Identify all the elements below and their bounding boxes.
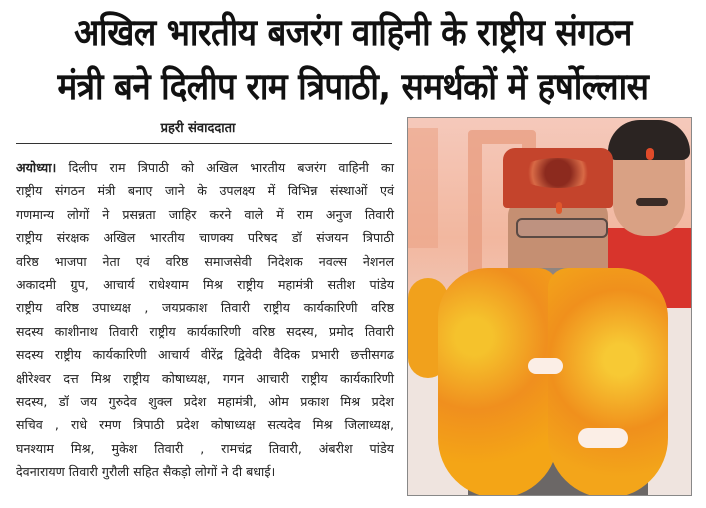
- photo-banner-shape: [408, 128, 438, 248]
- body-line: राष्ट्रीय वरिष्ठ उपाध्यक्ष , जयप्रकाश तिवारी राष्ट्रीय कार्यकारिणी वरिष्ठ: [16, 300, 394, 316]
- byline-divider: [16, 143, 392, 144]
- photo-marigold-garland-left: [438, 268, 558, 496]
- byline: प्रहरी संवाददाता: [160, 121, 236, 136]
- headline-line-2: मंत्री बने दिलीप राम त्रिपाठी, समर्थकों में हर्षोल्लास: [57, 64, 649, 108]
- body-line: देवनारायण तिवारी गुरौली सहित सैकड़ो लोगों ने दी बधाई।: [16, 464, 276, 480]
- photo-white-flower: [528, 358, 563, 374]
- body-line: सदस्य राष्ट्रीय कार्यकारिणी आचार्य वीरेंद्र द्विवेदी वैदिक प्रभारी छत्तीसगढ: [16, 347, 394, 363]
- article-body: [16, 156, 394, 484]
- article-photo: [407, 117, 692, 496]
- body-line: सदस्य काशीनाथ तिवारी राष्ट्रीय कार्यकारिणी वरिष्ठ सदस्य, प्रमोद तिवारी: [16, 323, 394, 339]
- photo-white-flower: [578, 428, 628, 448]
- body-line: अकादमी ग्रुप, आचार्य राधेश्याम मिश्र राष्ट्रीय महामंत्री सतीश पांडेय: [16, 277, 394, 293]
- body-line: सचिव , राधे रमण त्रिपाठी प्रदेश कोषाध्यक्ष सत्यदेव मिश्र जिलाध्यक्ष,: [16, 417, 394, 433]
- body-line: सदस्य, डॉ जय गुरुदेव शुक्ल प्रदेश महामंत्री, ओम प्रकाश मिश्र प्रदेश: [16, 394, 394, 410]
- dateline: अयोध्या।: [16, 160, 57, 175]
- body-line: क्षीरेश्वर दत्त मिश्र राष्ट्रीय कोषाध्यक्ष, गगन आचारी राष्ट्रीय कार्यकारिणी: [16, 370, 394, 386]
- photo-cap-pattern: [518, 158, 598, 188]
- body-line: घनश्याम मिश्र, मुकेश तिवारी , रामचंद्र तिवारी, अंबरीश पांडेय: [16, 440, 394, 456]
- body-line: राष्ट्रीय संरक्षक अखिल भारतीय चाणक्य परिषद डॉ संजयन त्रिपाठी: [16, 230, 394, 246]
- photo-main-man-tilak: [556, 202, 562, 214]
- body-line: राष्ट्रीय संगठन मंत्री बनाए जाने के उपलक्ष्य में विभिन्न संस्थाओं एवं: [16, 183, 394, 199]
- photo-second-man-moustache: [636, 198, 668, 206]
- photo-marigold-garland-right: [548, 268, 668, 496]
- headline: [0, 6, 706, 114]
- headline-line-1: अखिल भारतीय बजरंग वाहिनी के राष्ट्रीय संगठन: [74, 10, 632, 55]
- body-line: अयोध्या। दिलीप राम त्रिपाठी को अखिल भारतीय बजरंग वाहिनी का: [16, 160, 394, 175]
- photo-second-man-tilak: [646, 148, 654, 160]
- photo-main-man-glasses: [516, 218, 608, 238]
- body-line: वरिष्ठ भाजपा नेता एवं वरिष्ठ समाजसेवी निदेशक नवल्स नेशनल: [16, 253, 394, 269]
- body-line: गणमान्य लोगों ने प्रसन्नता जाहिर करने वाले में राम अनुज तिवारी: [16, 206, 394, 222]
